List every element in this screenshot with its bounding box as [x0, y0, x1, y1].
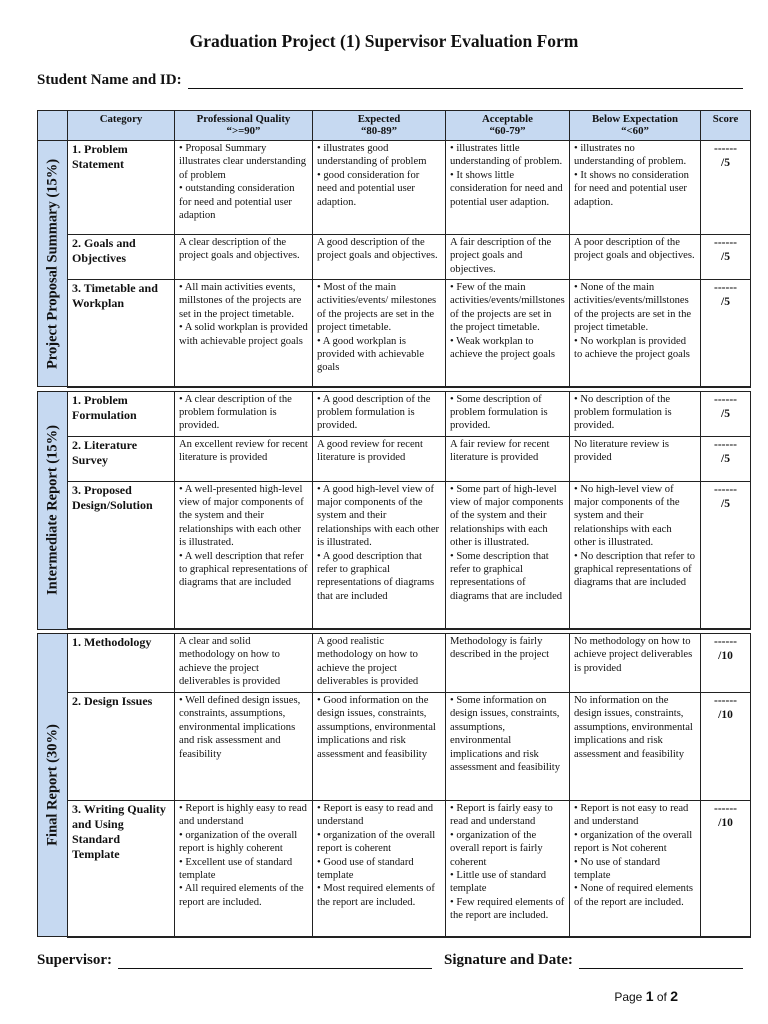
criteria-cell: A good realistic methodology on how to achieve the project deliverables is provided: [313, 634, 446, 693]
page-current: 1: [645, 988, 654, 1004]
score-cell[interactable]: ------ /5: [701, 280, 751, 387]
table-row: [38, 481, 751, 629]
criteria-cell: • Report is easy to read and understand • organization of the overall report is coherent • Good use of standard template • Most required elements of the report are included.: [313, 801, 446, 937]
criteria-cell: A clear description of the project goals and objectives.: [175, 235, 313, 280]
student-line[interactable]: [188, 74, 743, 89]
criteria-cell: • All main activities events, millstones of the projects are set in the project timetable. • A solid workplan is provided with achievable project goals: [175, 280, 313, 387]
score-cell[interactable]: ------ /5: [701, 481, 751, 629]
criteria-cell: • A clear description of the problem formulation is provided.: [175, 391, 313, 436]
page-number: [614, 988, 678, 1004]
score-cell[interactable]: ------ /5: [701, 391, 751, 436]
signature-date-line[interactable]: [579, 954, 743, 969]
category-cell: 3. Proposed Design/Solution: [68, 481, 175, 629]
category-cell: 1. Problem Statement: [68, 141, 175, 235]
criteria-cell: An excellent review for recent literature is provided: [175, 436, 313, 481]
criteria-cell: No literature review is provided: [570, 436, 701, 481]
criteria-cell: • Some information on design issues, constraints, assumptions, environmental implications and risk assessment and feasibility: [446, 693, 570, 801]
score-cell[interactable]: ------ /5: [701, 235, 751, 280]
header-row: [38, 111, 751, 141]
supervisor-label: Supervisor:: [37, 952, 112, 968]
criteria-cell: • No high-level view of major components of the system and their relationships with each other is illustrated. • No description that refer to graphical representations of diagrams that are included: [570, 481, 701, 629]
score-cell[interactable]: ------ /5: [701, 141, 751, 235]
criteria-cell: • A good high-level view of major components of the system and their relationships with each other is illustrated. • A good description that refer to graphical representations of diagrams that are included: [313, 481, 446, 629]
header-blank: [38, 111, 68, 141]
criteria-cell: A clear and solid methodology on how to achieve the project deliverables is provided: [175, 634, 313, 693]
category-cell: 2. Goals and Objectives: [68, 235, 175, 280]
student-label: Student Name and ID:: [37, 72, 182, 88]
criteria-cell: • Some part of high-level view of major components of the system and their relationships with each other is illustrated. • Some description that refer to graphical representations of diagrams that are included: [446, 481, 570, 629]
table-row: [38, 391, 751, 436]
criteria-cell: A fair review for recent literature is provided: [446, 436, 570, 481]
header-score: Score: [701, 111, 751, 141]
category-cell: 1. Methodology: [68, 634, 175, 693]
header-expected: Expected “80-89”: [313, 111, 446, 141]
page-word: Page: [614, 990, 643, 1004]
criteria-cell: No information on the design issues, constraints, assumptions, environmental implications and risk assessment and feasibility: [570, 693, 701, 801]
header-below: Below Expectation “<60”: [570, 111, 701, 141]
table-row: [38, 235, 751, 280]
table-row: [38, 141, 751, 235]
criteria-cell: • Good information on the design issues, constraints, assumptions, environmental implications and risk assessment and feasibility: [313, 693, 446, 801]
criteria-cell: • Most of the main activities/events/ milestones of the projects are set in the project timetable. • A good workplan is provided with achievable goals: [313, 280, 446, 387]
header-professional: Professional Quality “>=90”: [175, 111, 313, 141]
criteria-cell: • Report is highly easy to read and understand • organization of the overall report is highly coherent • Excellent use of standard template • All required elements of the report are included.: [175, 801, 313, 937]
score-cell[interactable]: ------ /10: [701, 801, 751, 937]
table-row: [38, 693, 751, 801]
criteria-cell: • A good description of the problem formulation is provided.: [313, 391, 446, 436]
criteria-cell: • A well-presented high-level view of major components of the system and their relationships with each other is illustrated. • A well description that refer to graphical representations of diagrams that are included: [175, 481, 313, 629]
form-title: Graduation Project (1) Supervisor Evaluation Form: [189, 31, 579, 51]
criteria-cell: • Some description of problem formulation is provided.: [446, 391, 570, 436]
criteria-cell: • None of the main activities/events/millstones of the projects are set in the project timetable. • No workplan is provided to achieve the project goals: [570, 280, 701, 387]
section-label-final: Final Report (30%): [38, 634, 68, 937]
criteria-cell: A good review for recent literature is provided: [313, 436, 446, 481]
score-cell[interactable]: ------ /5: [701, 436, 751, 481]
table-row: [38, 634, 751, 693]
score-cell[interactable]: ------ /10: [701, 693, 751, 801]
header-category: Category: [68, 111, 175, 141]
table-row: [38, 280, 751, 387]
criteria-cell: A poor description of the project goals and objectives.: [570, 235, 701, 280]
section-label-proposal: Project Proposal Summary (15%): [38, 141, 68, 387]
category-cell: 3. Timetable and Workplan: [68, 280, 175, 387]
header-acceptable: Acceptable “60-79”: [446, 111, 570, 141]
category-cell: 1. Problem Formulation: [68, 391, 175, 436]
criteria-cell: • Report is not easy to read and understand • organization of the overall report is Not coherent • No use of standard template • None of required elements of the report are included.: [570, 801, 701, 937]
criteria-cell: Methodology is fairly described in the project: [446, 634, 570, 693]
of-word: of: [656, 990, 667, 1004]
score-cell[interactable]: ------ /10: [701, 634, 751, 693]
category-cell: 2. Literature Survey: [68, 436, 175, 481]
criteria-cell: A good description of the project goals and objectives.: [313, 235, 446, 280]
rubric-table: [37, 110, 751, 938]
criteria-cell: • Well defined design issues, constraints, assumptions, environmental implications and risk assessment and feasibility: [175, 693, 313, 801]
table-row: [38, 801, 751, 937]
supervisor-line[interactable]: [118, 954, 432, 969]
signature-date-label: Signature and Date:: [444, 952, 573, 968]
criteria-cell: • Proposal Summary illustrates clear understanding of problem • outstanding consideration for need and potential user adaption: [175, 141, 313, 235]
page-total: 2: [670, 988, 678, 1004]
criteria-cell: • Report is fairly easy to read and understand • organization of the overall report is fairly coherent • Little use of standard template • Few required elements of the report are included.: [446, 801, 570, 937]
criteria-cell: A fair description of the project goals and objectives.: [446, 235, 570, 280]
student-name-field[interactable]: [37, 72, 743, 89]
criteria-cell: • illustrates good understanding of problem • good consideration for need and potential user adaption.: [313, 141, 446, 235]
criteria-cell: • illustrates no understanding of problem. • It shows no consideration for need and potential user adaption.: [570, 141, 701, 235]
criteria-cell: • No description of the problem formulation is provided.: [570, 391, 701, 436]
section-label-intermediate: Intermediate Report (15%): [38, 391, 68, 629]
criteria-cell: • illustrates little understanding of problem. • It shows little consideration for need and potential user adaption.: [446, 141, 570, 235]
criteria-cell: • Few of the main activities/events/millstones of the projects are set in the project timetable. • Weak workplan to achieve the project goals: [446, 280, 570, 387]
category-cell: 2. Design Issues: [68, 693, 175, 801]
supervisor-signature-row: [37, 952, 743, 969]
criteria-cell: No methodology on how to achieve project deliverables is provided: [570, 634, 701, 693]
category-cell: 3. Writing Quality and Using Standard Template: [68, 801, 175, 937]
table-row: [38, 436, 751, 481]
